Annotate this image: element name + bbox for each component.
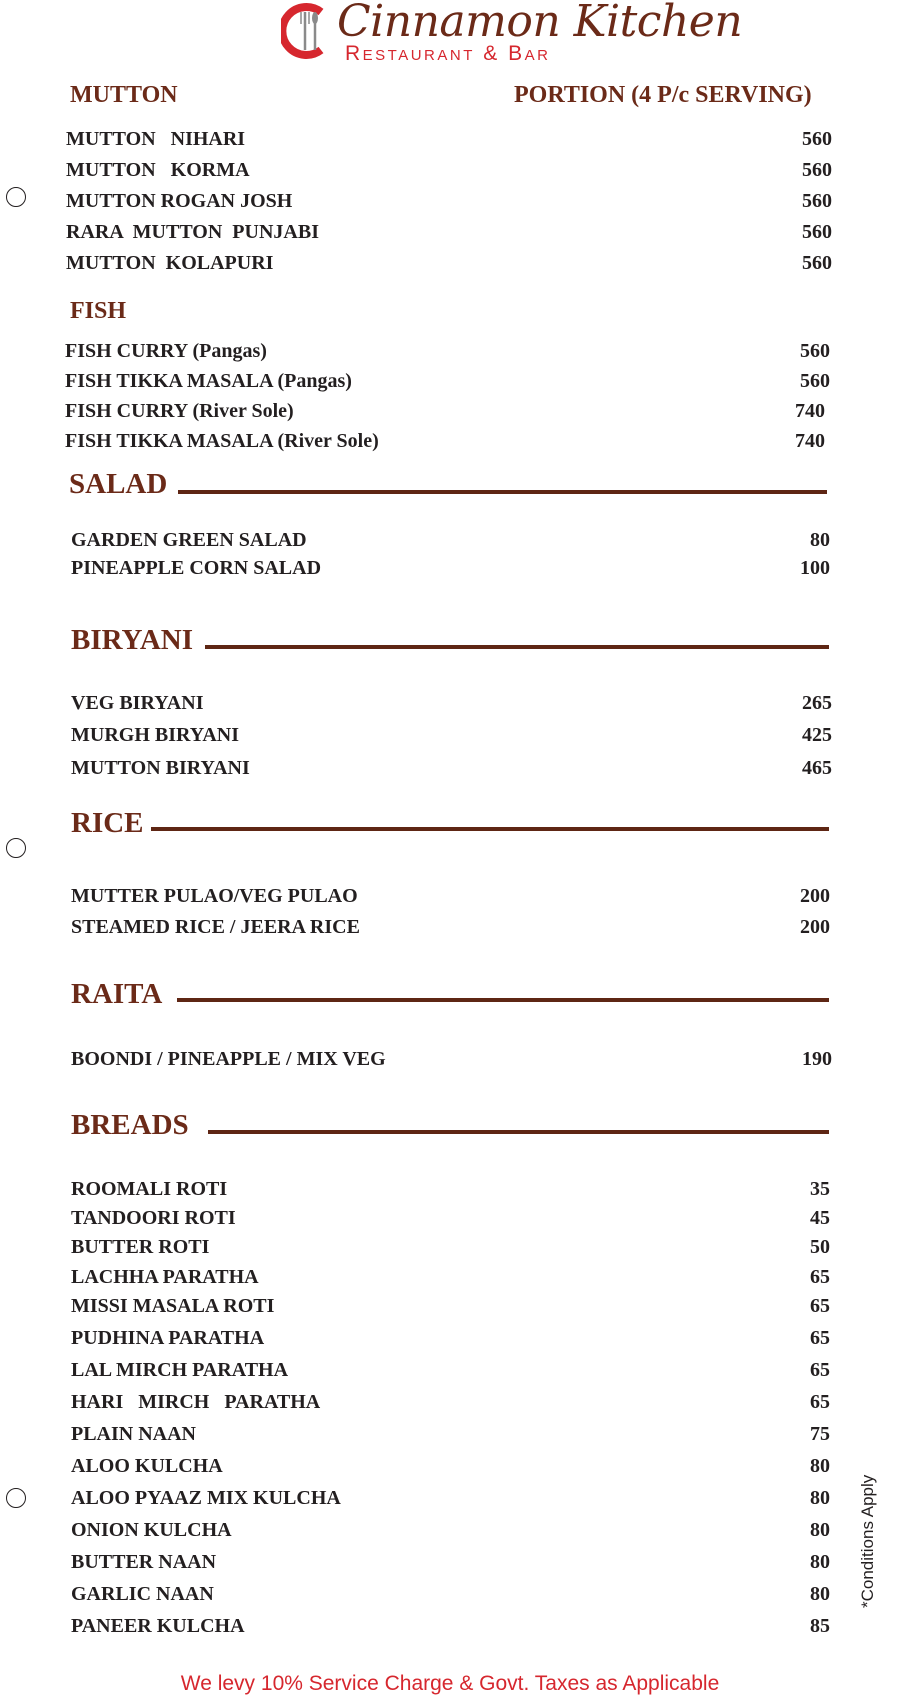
menu-item-price: 200 (800, 916, 830, 938)
menu-item-price: 465 (802, 757, 832, 779)
menu-item (71, 1455, 900, 1479)
menu-item (71, 1583, 900, 1607)
service-charge-footer: We levy 10% Service Charge & Govt. Taxes as Applicable (180, 1672, 720, 1695)
menu-item-price: 80 (810, 529, 830, 551)
menu-item (71, 1207, 900, 1231)
menu-item (71, 1519, 900, 1543)
menu-item-price: 560 (800, 370, 830, 392)
menu-item-name: MISSI MASALA ROTI (71, 1295, 275, 1317)
menu-item-name: BOONDI / PINEAPPLE / MIX VEG (71, 1048, 386, 1070)
menu-item-price: 560 (802, 252, 832, 274)
brand-subtitle: Restaurant & Bar (345, 42, 551, 65)
menu-item-price: 80 (810, 1551, 830, 1573)
menu-item (71, 1391, 900, 1415)
section-divider (205, 645, 829, 649)
menu-item-name: FISH TIKKA MASALA (Pangas) (65, 370, 352, 392)
menu-item (71, 1295, 900, 1319)
menu-item-name: ROOMALI ROTI (71, 1178, 228, 1200)
binder-hole (6, 838, 26, 858)
section-divider (208, 1130, 829, 1134)
menu-item-name: MURGH BIRYANI (71, 724, 240, 746)
menu-item-price: 560 (802, 128, 832, 150)
menu-item (71, 1487, 900, 1511)
menu-item (71, 692, 900, 716)
menu-item (71, 557, 900, 581)
menu-item-price: 85 (810, 1615, 830, 1637)
menu-item-name: LACHHA PARATHA (71, 1266, 259, 1288)
menu-item-price: 560 (802, 190, 832, 212)
portion-note: PORTION (4 P/c SERVING) (514, 82, 812, 108)
menu-item-name: BUTTER ROTI (71, 1236, 210, 1258)
menu-item (71, 1551, 900, 1575)
menu-item (66, 190, 900, 214)
menu-item-price: 190 (802, 1048, 832, 1070)
menu-item-price: 80 (810, 1487, 830, 1509)
menu-item-name: MUTTON ROGAN JOSH (66, 190, 293, 212)
menu-item-name: FISH TIKKA MASALA (River Sole) (65, 430, 379, 452)
binder-hole (6, 1488, 26, 1508)
conditions-note: *Conditions Apply (858, 1474, 877, 1608)
menu-item (66, 128, 900, 152)
menu-item-price: 560 (802, 159, 832, 181)
menu-item (71, 1266, 900, 1290)
menu-item-price: 75 (810, 1423, 830, 1445)
menu-item-price: 200 (800, 885, 830, 907)
menu-item-name: MUTTON KOLAPURI (66, 252, 274, 274)
menu-item-price: 65 (810, 1391, 830, 1413)
menu-item-name: MUTTON KORMA (66, 159, 250, 181)
menu-item-name: MUTTON NIHARI (66, 128, 246, 150)
menu-item-price: 65 (810, 1266, 830, 1288)
menu-item (71, 1236, 900, 1260)
menu-item-price: 80 (810, 1455, 830, 1477)
menu-item (71, 757, 900, 781)
menu-item-name: TANDOORI ROTI (71, 1207, 236, 1229)
menu-item-name: MUTTER PULAO/VEG PULAO (71, 885, 358, 907)
menu-item (71, 916, 900, 940)
section-title-biryani: BIRYANI (71, 624, 194, 656)
menu-item-name: PINEAPPLE CORN SALAD (71, 557, 322, 579)
menu-item (71, 529, 900, 553)
menu-item (71, 1359, 900, 1383)
menu-item-name: GARLIC NAAN (71, 1583, 214, 1605)
menu-item (65, 430, 900, 454)
menu-item-price: 100 (800, 557, 830, 579)
menu-item (71, 1423, 900, 1447)
menu-item-price: 45 (810, 1207, 830, 1229)
menu-item-price: 560 (800, 340, 830, 362)
section-title-fish: FISH (70, 298, 127, 324)
menu-item (71, 1615, 900, 1639)
menu-item (71, 724, 900, 748)
menu-item-price: 35 (810, 1178, 830, 1200)
menu-item-name: BUTTER NAAN (71, 1551, 217, 1573)
section-title-rice: RICE (71, 807, 144, 839)
menu-item-price: 425 (802, 724, 832, 746)
menu-item-name: HARI MIRCH PARATHA (71, 1391, 321, 1413)
menu-item-price: 80 (810, 1519, 830, 1541)
menu-item-name: FISH CURRY (Pangas) (65, 340, 267, 362)
menu-item-name: PUDHINA PARATHA (71, 1327, 265, 1349)
menu-item-name: STEAMED RICE / JEERA RICE (71, 916, 360, 938)
menu-item-price: 65 (810, 1327, 830, 1349)
menu-item-name: PLAIN NAAN (71, 1423, 196, 1445)
menu-item-name: MUTTON BIRYANI (71, 757, 250, 779)
logo-icon (281, 2, 329, 60)
menu-item (66, 252, 900, 276)
section-title-raita: RAITA (71, 978, 163, 1010)
menu-item-name: ALOO PYAAZ MIX KULCHA (71, 1487, 341, 1509)
menu-item-price: 740 (795, 400, 825, 422)
menu-item-name: GARDEN GREEN SALAD (71, 529, 307, 551)
binder-hole (6, 187, 26, 207)
brand-header (281, 0, 743, 68)
menu-item (71, 885, 900, 909)
menu-item-name: ALOO KULCHA (71, 1455, 223, 1477)
brand-name: Cinnamon Kitchen (337, 0, 743, 47)
menu-item (66, 159, 900, 183)
menu-item (65, 340, 900, 364)
menu-item (65, 400, 900, 424)
menu-item (71, 1178, 900, 1202)
menu-item (71, 1327, 900, 1351)
menu-item (66, 221, 900, 245)
menu-item (65, 370, 900, 394)
menu-item-price: 560 (802, 221, 832, 243)
menu-item-name: VEG BIRYANI (71, 692, 204, 714)
menu-item-price: 740 (795, 430, 825, 452)
menu-item-name: FISH CURRY (River Sole) (65, 400, 294, 422)
section-title-salad: SALAD (69, 468, 168, 500)
menu-item-name: LAL MIRCH PARATHA (71, 1359, 289, 1381)
menu-item-price: 265 (802, 692, 832, 714)
menu-item (71, 1048, 900, 1072)
menu-item-name: PANEER KULCHA (71, 1615, 245, 1637)
menu-item-price: 50 (810, 1236, 830, 1258)
section-title-breads: BREADS (71, 1109, 189, 1141)
menu-item-name: RARA MUTTON PUNJABI (66, 221, 319, 243)
section-title-mutton: MUTTON (70, 82, 178, 108)
menu-item-name: ONION KULCHA (71, 1519, 232, 1541)
section-divider (177, 998, 829, 1002)
section-divider (151, 827, 829, 831)
menu-item-price: 65 (810, 1359, 830, 1381)
section-divider (178, 490, 827, 494)
menu-item-price: 65 (810, 1295, 830, 1317)
menu-item-price: 80 (810, 1583, 830, 1605)
